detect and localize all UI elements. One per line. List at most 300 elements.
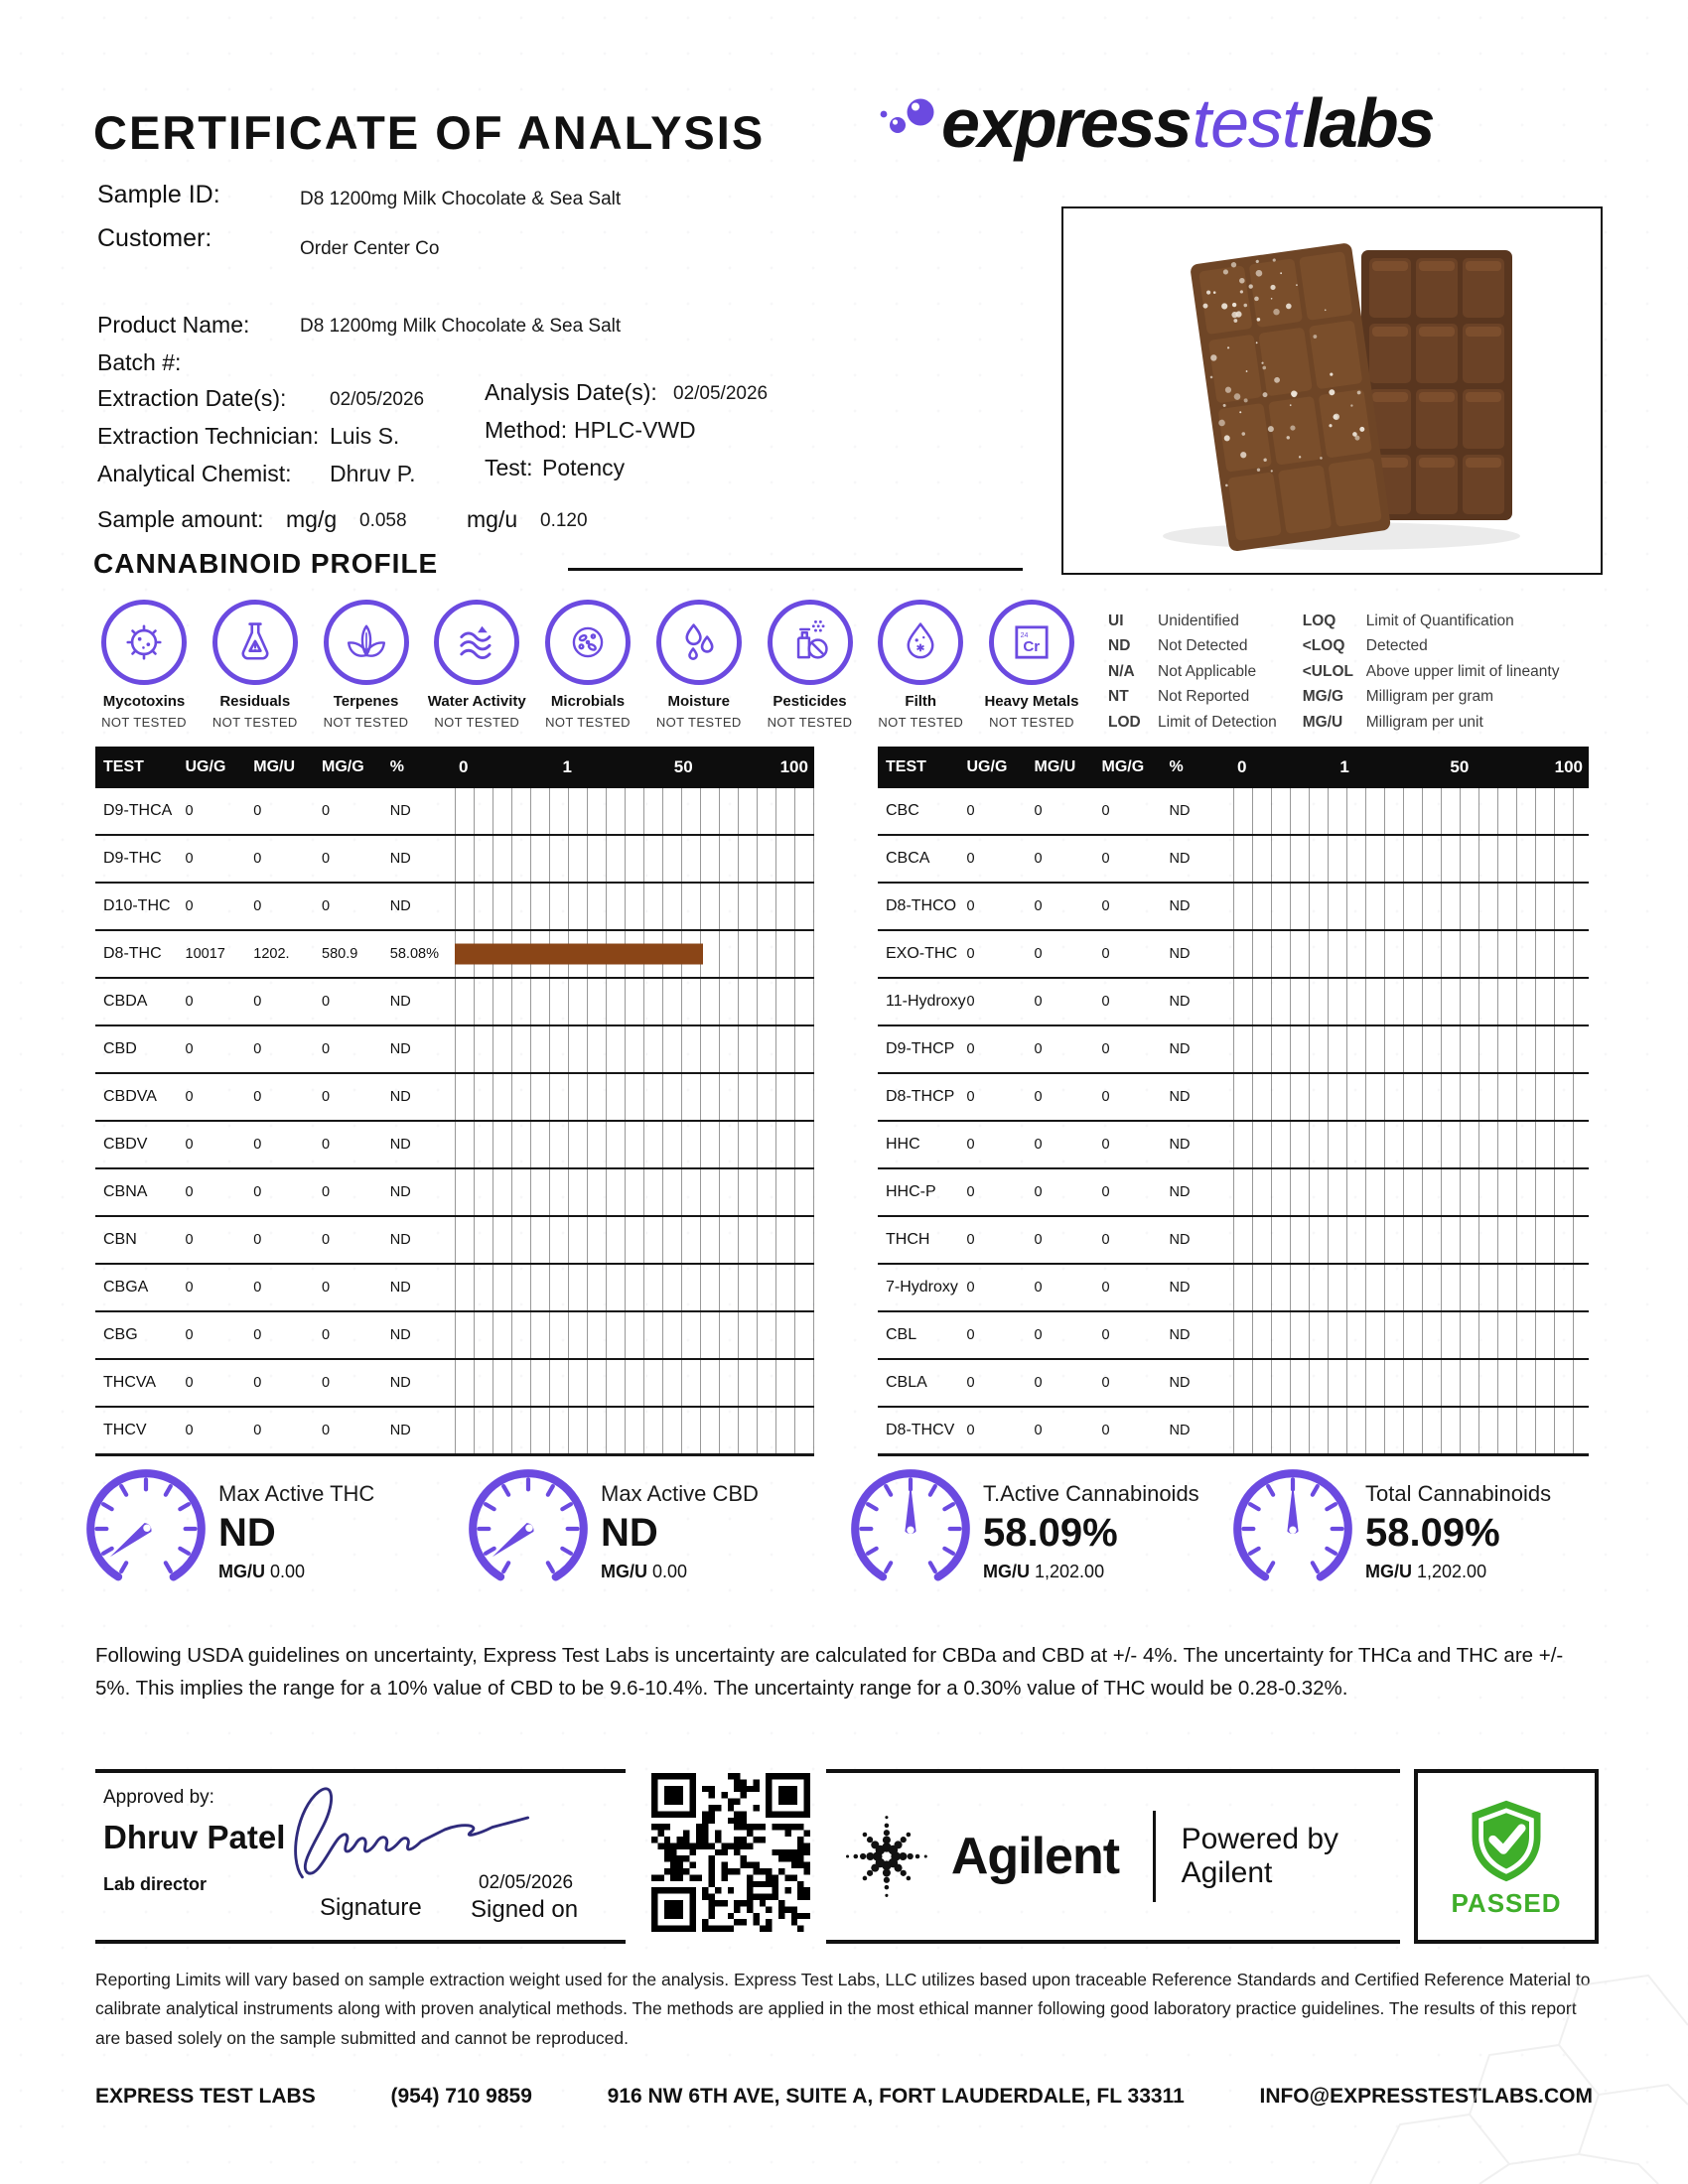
legend-abbr: MG/G xyxy=(1302,688,1344,706)
value-ugg: 0 xyxy=(185,1280,194,1296)
value-pct: ND xyxy=(389,803,411,819)
scale-50: 50 xyxy=(673,757,693,776)
sample-id-label: Sample ID: xyxy=(97,181,220,208)
legend-entry xyxy=(1303,662,1560,681)
value-ugg: 0 xyxy=(185,1327,194,1343)
value-ugg: 0 xyxy=(185,1041,194,1057)
approval-box xyxy=(95,1769,626,1944)
value-mgg: 0 xyxy=(1101,1327,1110,1343)
row-chart xyxy=(1233,1169,1589,1215)
row-chart xyxy=(455,836,814,882)
chemist-value: Dhruv P. xyxy=(330,461,416,486)
row-chart xyxy=(1233,931,1589,977)
heavy-metals-icon xyxy=(989,600,1074,685)
legend-entry xyxy=(1108,612,1277,630)
approver-role: Lab director xyxy=(103,1874,208,1894)
screening-label: Heavy Metals xyxy=(984,693,1079,710)
col-mgu: MG/U xyxy=(1034,758,1076,775)
value-pct: ND xyxy=(389,851,411,867)
value-ugg: 0 xyxy=(185,1184,194,1200)
value-pct: ND xyxy=(389,898,411,914)
test-value: Potency xyxy=(542,455,626,480)
row-chart xyxy=(455,1265,814,1310)
value-pct: ND xyxy=(1169,994,1191,1010)
mycotoxins-icon xyxy=(101,600,187,685)
row-chart xyxy=(455,884,814,929)
table-row xyxy=(95,1265,814,1312)
value-mgu: 0 xyxy=(1034,1184,1043,1200)
agilent-starburst-icon xyxy=(832,1793,941,1920)
test-label: Test: xyxy=(485,455,533,480)
table-row xyxy=(878,1074,1589,1122)
value-mgu: 0 xyxy=(1034,898,1043,914)
value-ugg: 0 xyxy=(966,1137,975,1153)
test-name: D8-THCP xyxy=(886,1088,955,1105)
screening-status: NOT TESTED xyxy=(101,715,187,730)
footer-phone: (954) 710 9859 xyxy=(390,2085,532,2108)
section-title: CANNABINOID PROFILE xyxy=(93,548,439,579)
value-ugg: 0 xyxy=(966,851,975,867)
value-mgu: 0 xyxy=(1034,1137,1043,1153)
test-name: CBLA xyxy=(886,1374,927,1391)
test-name: CBN xyxy=(103,1231,137,1248)
test-name: D9-THC xyxy=(103,850,162,867)
gauge-value: ND xyxy=(601,1510,658,1555)
value-ugg: 0 xyxy=(966,1423,975,1438)
legend-desc: Detected xyxy=(1365,637,1428,655)
screening-label: Pesticides xyxy=(773,693,847,710)
screening-label: Terpenes xyxy=(333,693,399,710)
moisture-icon xyxy=(656,600,742,685)
test-name: HHC xyxy=(886,1136,920,1153)
value-pct: ND xyxy=(389,1232,411,1248)
value-pct: ND xyxy=(1169,898,1191,914)
cannabinoid-table-left xyxy=(95,747,814,1456)
screening-status: NOT TESTED xyxy=(545,715,631,730)
method-label: Method: xyxy=(485,417,568,443)
approved-by-label: Approved by: xyxy=(103,1787,214,1808)
value-mgu: 0 xyxy=(1034,851,1043,867)
legend-abbr: <ULOL xyxy=(1302,662,1353,680)
value-mgg: 0 xyxy=(1101,1184,1110,1200)
divider xyxy=(1153,1811,1156,1902)
value-ugg: 0 xyxy=(185,1423,194,1438)
lab-logo xyxy=(874,83,1434,163)
shield-check-icon xyxy=(1461,1795,1552,1886)
product-name-value: D8 1200mg Milk Chocolate & Sea Salt xyxy=(300,316,622,337)
value-ugg: 0 xyxy=(966,1327,975,1343)
batch-label: Batch #: xyxy=(97,349,182,375)
value-mgg: 0 xyxy=(322,898,331,914)
test-name: D9-THCA xyxy=(103,802,173,819)
test-name: EXO-THC xyxy=(886,945,957,962)
gauge-dial-icon xyxy=(462,1467,595,1595)
value-pct: ND xyxy=(1169,1423,1191,1438)
value-mgg: 0 xyxy=(1101,1280,1110,1296)
table-row xyxy=(878,1026,1589,1074)
analysis-dates-label: Analysis Date(s): xyxy=(485,379,657,405)
cannabinoid-table-right xyxy=(878,747,1589,1456)
table-row xyxy=(95,788,814,836)
water-activity-icon xyxy=(434,600,519,685)
gauge xyxy=(79,1467,462,1595)
value-mgu: 0 xyxy=(253,1327,262,1343)
table-body xyxy=(95,788,814,1456)
legend-desc: Limit of Detection xyxy=(1158,713,1277,731)
gauge-value: 58.09% xyxy=(983,1510,1118,1555)
method-value: HPLC-VWD xyxy=(574,417,696,443)
value-pct: ND xyxy=(389,1327,411,1343)
gauge-dial-icon xyxy=(1226,1467,1359,1595)
legend-entry xyxy=(1303,612,1560,630)
value-mgg: 0 xyxy=(322,1327,331,1343)
value-mgg: 0 xyxy=(322,1041,331,1057)
value-mgu: 0 xyxy=(253,1375,262,1391)
value-mgu: 0 xyxy=(1034,994,1043,1010)
gauge-amount: 0.00 xyxy=(270,1561,306,1581)
product-photo xyxy=(1061,206,1603,575)
value-mgu: 0 xyxy=(1034,946,1043,962)
value-mgu: 1202. xyxy=(253,946,290,962)
value-mgg: 0 xyxy=(1101,1041,1110,1057)
table-row xyxy=(878,1122,1589,1169)
row-chart xyxy=(455,979,814,1024)
value-mgg: 580.9 xyxy=(322,946,358,962)
value-mgg: 0 xyxy=(322,1137,331,1153)
row-chart xyxy=(455,931,814,977)
filth-icon xyxy=(878,600,963,685)
gauge-value: ND xyxy=(218,1510,276,1555)
value-mgg: 0 xyxy=(322,1375,331,1391)
section-divider xyxy=(568,568,1023,571)
value-mgu: 0 xyxy=(253,1232,262,1248)
test-name: D8-THCV xyxy=(886,1422,955,1438)
value-pct: ND xyxy=(389,1041,411,1057)
test-name: D10-THC xyxy=(103,897,171,914)
screening-item xyxy=(535,600,640,730)
table-row xyxy=(878,931,1589,979)
legend-entry xyxy=(1108,662,1277,681)
gauge-label: Max Active CBD xyxy=(601,1480,759,1506)
value-ugg: 0 xyxy=(966,1041,975,1057)
value-mgg: 0 xyxy=(322,1423,331,1438)
value-ugg: 0 xyxy=(185,1137,194,1153)
analysis-dates-value: 02/05/2026 xyxy=(673,383,769,404)
row-chart xyxy=(455,1074,814,1120)
value-ugg: 0 xyxy=(966,946,975,962)
microbials-icon xyxy=(545,600,631,685)
residuals-icon xyxy=(212,600,298,685)
row-chart xyxy=(455,1360,814,1406)
value-ugg: 0 xyxy=(966,1375,975,1391)
test-name: D8-THCO xyxy=(886,897,957,914)
row-chart xyxy=(455,1217,814,1263)
value-mgu: 0 xyxy=(1034,1089,1043,1105)
svg-text:Cr: Cr xyxy=(1023,638,1041,656)
value-ugg: 0 xyxy=(185,994,194,1010)
value-mgu: 0 xyxy=(253,1423,262,1438)
col-test: TEST xyxy=(103,758,144,775)
value-ugg: 0 xyxy=(966,1280,975,1296)
reporting-note: Reporting Limits will vary based on sample extraction weight used for the analysis. Express Test Labs, LLC utilizes based upon traceable Reference Standards and Certified Reference Material to calibrate analytical instruments along with proven analytical methods. The methods are applied in the most ethical manner following good laboratory practice guidelines. The results of this report are based solely on the sample submitted and cannot be reproduced. xyxy=(95,1970,1591,2048)
scale-1: 1 xyxy=(1339,757,1349,776)
gauge-unit: MG/U xyxy=(1365,1561,1412,1581)
legend-entry xyxy=(1303,713,1560,732)
test-name: CBC xyxy=(886,802,919,819)
terpenes-icon xyxy=(324,600,409,685)
value-mgu: 0 xyxy=(253,1280,262,1296)
value-mgg: 0 xyxy=(1101,1423,1110,1438)
screening-label: Mycotoxins xyxy=(102,693,186,710)
screening-item xyxy=(91,600,197,730)
value-ugg: 0 xyxy=(185,1375,194,1391)
legend-entry xyxy=(1303,687,1560,706)
value-mgg: 0 xyxy=(1101,898,1110,914)
sample-id-value: D8 1200mg Milk Chocolate & Sea Salt xyxy=(300,189,622,209)
scale-100: 100 xyxy=(779,757,808,776)
col-mgg: MG/G xyxy=(1101,758,1145,775)
table-row xyxy=(878,979,1589,1026)
legend-abbr: <LOQ xyxy=(1302,637,1345,655)
screening-item xyxy=(424,600,529,730)
test-name: CBG xyxy=(103,1326,138,1343)
screening-status: NOT TESTED xyxy=(211,715,298,730)
col-pct: % xyxy=(389,758,405,775)
value-ugg: 0 xyxy=(185,803,194,819)
value-pct: ND xyxy=(1169,946,1191,962)
test-name: THCVA xyxy=(103,1374,157,1391)
gauge-label: Max Active THC xyxy=(218,1480,375,1506)
row-chart xyxy=(1233,884,1589,929)
row-chart xyxy=(455,1026,814,1072)
legend xyxy=(1108,612,1559,732)
screening-label: Microbials xyxy=(550,693,626,710)
legend-entry xyxy=(1108,713,1277,732)
value-pct: ND xyxy=(1169,1280,1191,1296)
mgu-value: 0.120 xyxy=(540,510,588,531)
test-name: CBCA xyxy=(886,850,930,867)
gauge-value: 58.09% xyxy=(1365,1510,1500,1555)
logo-word-express: express xyxy=(941,84,1191,162)
value-mgu: 0 xyxy=(253,803,262,819)
value-mgu: 0 xyxy=(1034,1423,1043,1438)
qr-code xyxy=(651,1773,810,1932)
gauge xyxy=(462,1467,844,1595)
legend-abbr: LOQ xyxy=(1302,613,1336,629)
value-mgu: 0 xyxy=(1034,803,1043,819)
extraction-dates-label: Extraction Date(s): xyxy=(97,385,287,411)
value-pct: ND xyxy=(389,1184,411,1200)
scale-50: 50 xyxy=(1450,757,1470,776)
screening-item xyxy=(758,600,863,730)
gauge-label: Total Cannabinoids xyxy=(1365,1480,1552,1506)
screening-label: Water Activity xyxy=(427,693,526,710)
row-chart xyxy=(1233,1074,1589,1120)
screening-item xyxy=(868,600,973,730)
value-pct: ND xyxy=(1169,1232,1191,1248)
logo-word-test: test xyxy=(1192,84,1301,162)
value-mgu: 0 xyxy=(1034,1232,1043,1248)
table-row xyxy=(878,1217,1589,1265)
extraction-dates-value: 02/05/2026 xyxy=(330,389,425,410)
legend-desc: Milligram per unit xyxy=(1365,713,1483,731)
scale-1: 1 xyxy=(562,757,573,776)
row-chart xyxy=(1233,1360,1589,1406)
legend-abbr: UI xyxy=(1108,613,1124,629)
legend-abbr: LOD xyxy=(1108,713,1141,731)
signed-on-label: Signed on xyxy=(471,1896,579,1923)
legend-entry xyxy=(1108,687,1277,706)
test-name: CBNA xyxy=(103,1183,148,1200)
customer-value: Order Center Co xyxy=(300,238,440,259)
row-chart xyxy=(455,1169,814,1215)
col-mgg: MG/G xyxy=(322,758,364,775)
value-mgg: 0 xyxy=(1101,1137,1110,1153)
table-row xyxy=(878,836,1589,884)
value-pct: ND xyxy=(1169,1137,1191,1153)
table-row xyxy=(878,1312,1589,1360)
gauge-amount: 0.00 xyxy=(652,1561,688,1581)
table-header xyxy=(878,747,1589,788)
value-mgu: 0 xyxy=(253,1089,262,1105)
row-chart xyxy=(455,1408,814,1453)
value-pct: ND xyxy=(389,1280,411,1296)
row-chart xyxy=(1233,1312,1589,1358)
screening-status: NOT TESTED xyxy=(767,715,853,730)
test-name: CBDVA xyxy=(103,1088,157,1105)
row-chart xyxy=(455,1122,814,1167)
legend-entry xyxy=(1303,636,1560,655)
value-ugg: 0 xyxy=(966,994,975,1010)
legend-abbr: ND xyxy=(1108,637,1131,655)
legend-desc: Not Reported xyxy=(1158,688,1250,706)
passed-label: PASSED xyxy=(1451,1887,1562,1918)
test-name: CBL xyxy=(886,1326,917,1343)
row-chart xyxy=(1233,1408,1589,1453)
value-mgg: 0 xyxy=(1101,851,1110,867)
value-pct: ND xyxy=(389,994,411,1010)
table-row xyxy=(95,1074,814,1122)
value-ugg: 0 xyxy=(185,1232,194,1248)
screening-status: NOT TESTED xyxy=(878,715,964,730)
legend-desc: Above upper limit of lineanty xyxy=(1365,662,1560,680)
value-mgu: 0 xyxy=(253,994,262,1010)
table-row xyxy=(95,1026,814,1074)
value-mgg: 0 xyxy=(322,1089,331,1105)
value-mgu: 0 xyxy=(1034,1375,1043,1391)
logo-word-labs: labs xyxy=(1302,84,1434,162)
col-pct: % xyxy=(1169,758,1184,775)
value-pct: ND xyxy=(1169,803,1191,819)
legend-col1 xyxy=(1108,612,1277,732)
chemist-label: Analytical Chemist: xyxy=(97,461,292,486)
screening-status: NOT TESTED xyxy=(434,715,520,730)
value-mgu: 0 xyxy=(253,898,262,914)
value-mgg: 0 xyxy=(1101,1232,1110,1248)
mgu-label: mg/u xyxy=(467,506,518,532)
footer-company: EXPRESS TEST LABS xyxy=(95,2085,316,2108)
gauge-dial-icon xyxy=(79,1467,212,1595)
extraction-tech-value: Luis S. xyxy=(330,423,400,449)
background-pattern xyxy=(1311,1906,1688,2184)
value-mgu: 0 xyxy=(253,1137,262,1153)
table-row xyxy=(95,979,814,1026)
legend-desc: Not Applicable xyxy=(1158,662,1257,680)
scale-0: 0 xyxy=(1236,757,1247,776)
screening-status: NOT TESTED xyxy=(989,715,1074,730)
value-mgg: 0 xyxy=(322,994,331,1010)
col-ugg: UG/G xyxy=(966,758,1008,775)
table-row xyxy=(95,1408,814,1456)
table-row xyxy=(878,1169,1589,1217)
mgg-label: mg/g xyxy=(286,506,338,532)
gauge-dial-icon xyxy=(844,1467,977,1595)
screening-status: NOT TESTED xyxy=(323,715,409,730)
screening-label: Moisture xyxy=(667,693,730,710)
value-mgg: 0 xyxy=(1101,1089,1110,1105)
test-name: THCV xyxy=(103,1422,147,1438)
screening-item xyxy=(646,600,752,730)
value-pct: ND xyxy=(389,1137,411,1153)
value-ugg: 0 xyxy=(966,1184,975,1200)
row-chart xyxy=(455,788,814,834)
value-mgu: 0 xyxy=(1034,1327,1043,1343)
test-name: 11-Hydroxy xyxy=(886,993,966,1010)
value-pct: ND xyxy=(1169,1327,1191,1343)
table-row xyxy=(878,788,1589,836)
value-pct: ND xyxy=(389,1423,411,1438)
approver-name: Dhruv Patel xyxy=(103,1819,286,1855)
gauge-unit: MG/U xyxy=(218,1561,265,1581)
table-row xyxy=(95,1122,814,1169)
sample-amount-label: Sample amount: xyxy=(97,506,264,532)
logo-bubbles-icon xyxy=(874,90,939,157)
gauge-amount: 1,202.00 xyxy=(1417,1561,1487,1581)
test-name: HHC-P xyxy=(886,1183,936,1200)
value-pct: ND xyxy=(389,1089,411,1105)
test-name: CBDV xyxy=(103,1136,148,1153)
row-chart xyxy=(455,1312,814,1358)
legend-abbr: MG/U xyxy=(1302,713,1343,731)
value-mgg: 0 xyxy=(1101,803,1110,819)
scale-header xyxy=(1233,747,1589,788)
value-mgg: 0 xyxy=(322,1232,331,1248)
screening-status: NOT TESTED xyxy=(655,715,742,730)
agilent-tagline: Powered by Agilent xyxy=(1181,1823,1339,1889)
scale-header xyxy=(455,747,814,788)
gauge xyxy=(1226,1467,1609,1595)
row-chart xyxy=(1233,1122,1589,1167)
screening-label: Filth xyxy=(905,693,937,710)
row-chart xyxy=(1233,1026,1589,1072)
gauge-unit: MG/U xyxy=(983,1561,1030,1581)
screening-row xyxy=(91,600,1084,730)
value-mgu: 0 xyxy=(1034,1041,1043,1057)
screening-label: Residuals xyxy=(219,693,291,710)
value-mgg: 0 xyxy=(322,851,331,867)
value-mgu: 0 xyxy=(253,851,262,867)
result-bar xyxy=(455,944,703,965)
legend-desc: Limit of Quantification xyxy=(1365,613,1514,629)
value-pct: ND xyxy=(1169,1375,1191,1391)
footer-email: INFO@EXPRESSTESTLABS.COM xyxy=(1259,2085,1593,2108)
extraction-tech-label: Extraction Technician: xyxy=(97,423,320,449)
table-row xyxy=(878,1265,1589,1312)
value-mgg: 0 xyxy=(322,1280,331,1296)
table-row xyxy=(878,1408,1589,1456)
row-chart xyxy=(1233,979,1589,1024)
value-pct: ND xyxy=(389,1375,411,1391)
